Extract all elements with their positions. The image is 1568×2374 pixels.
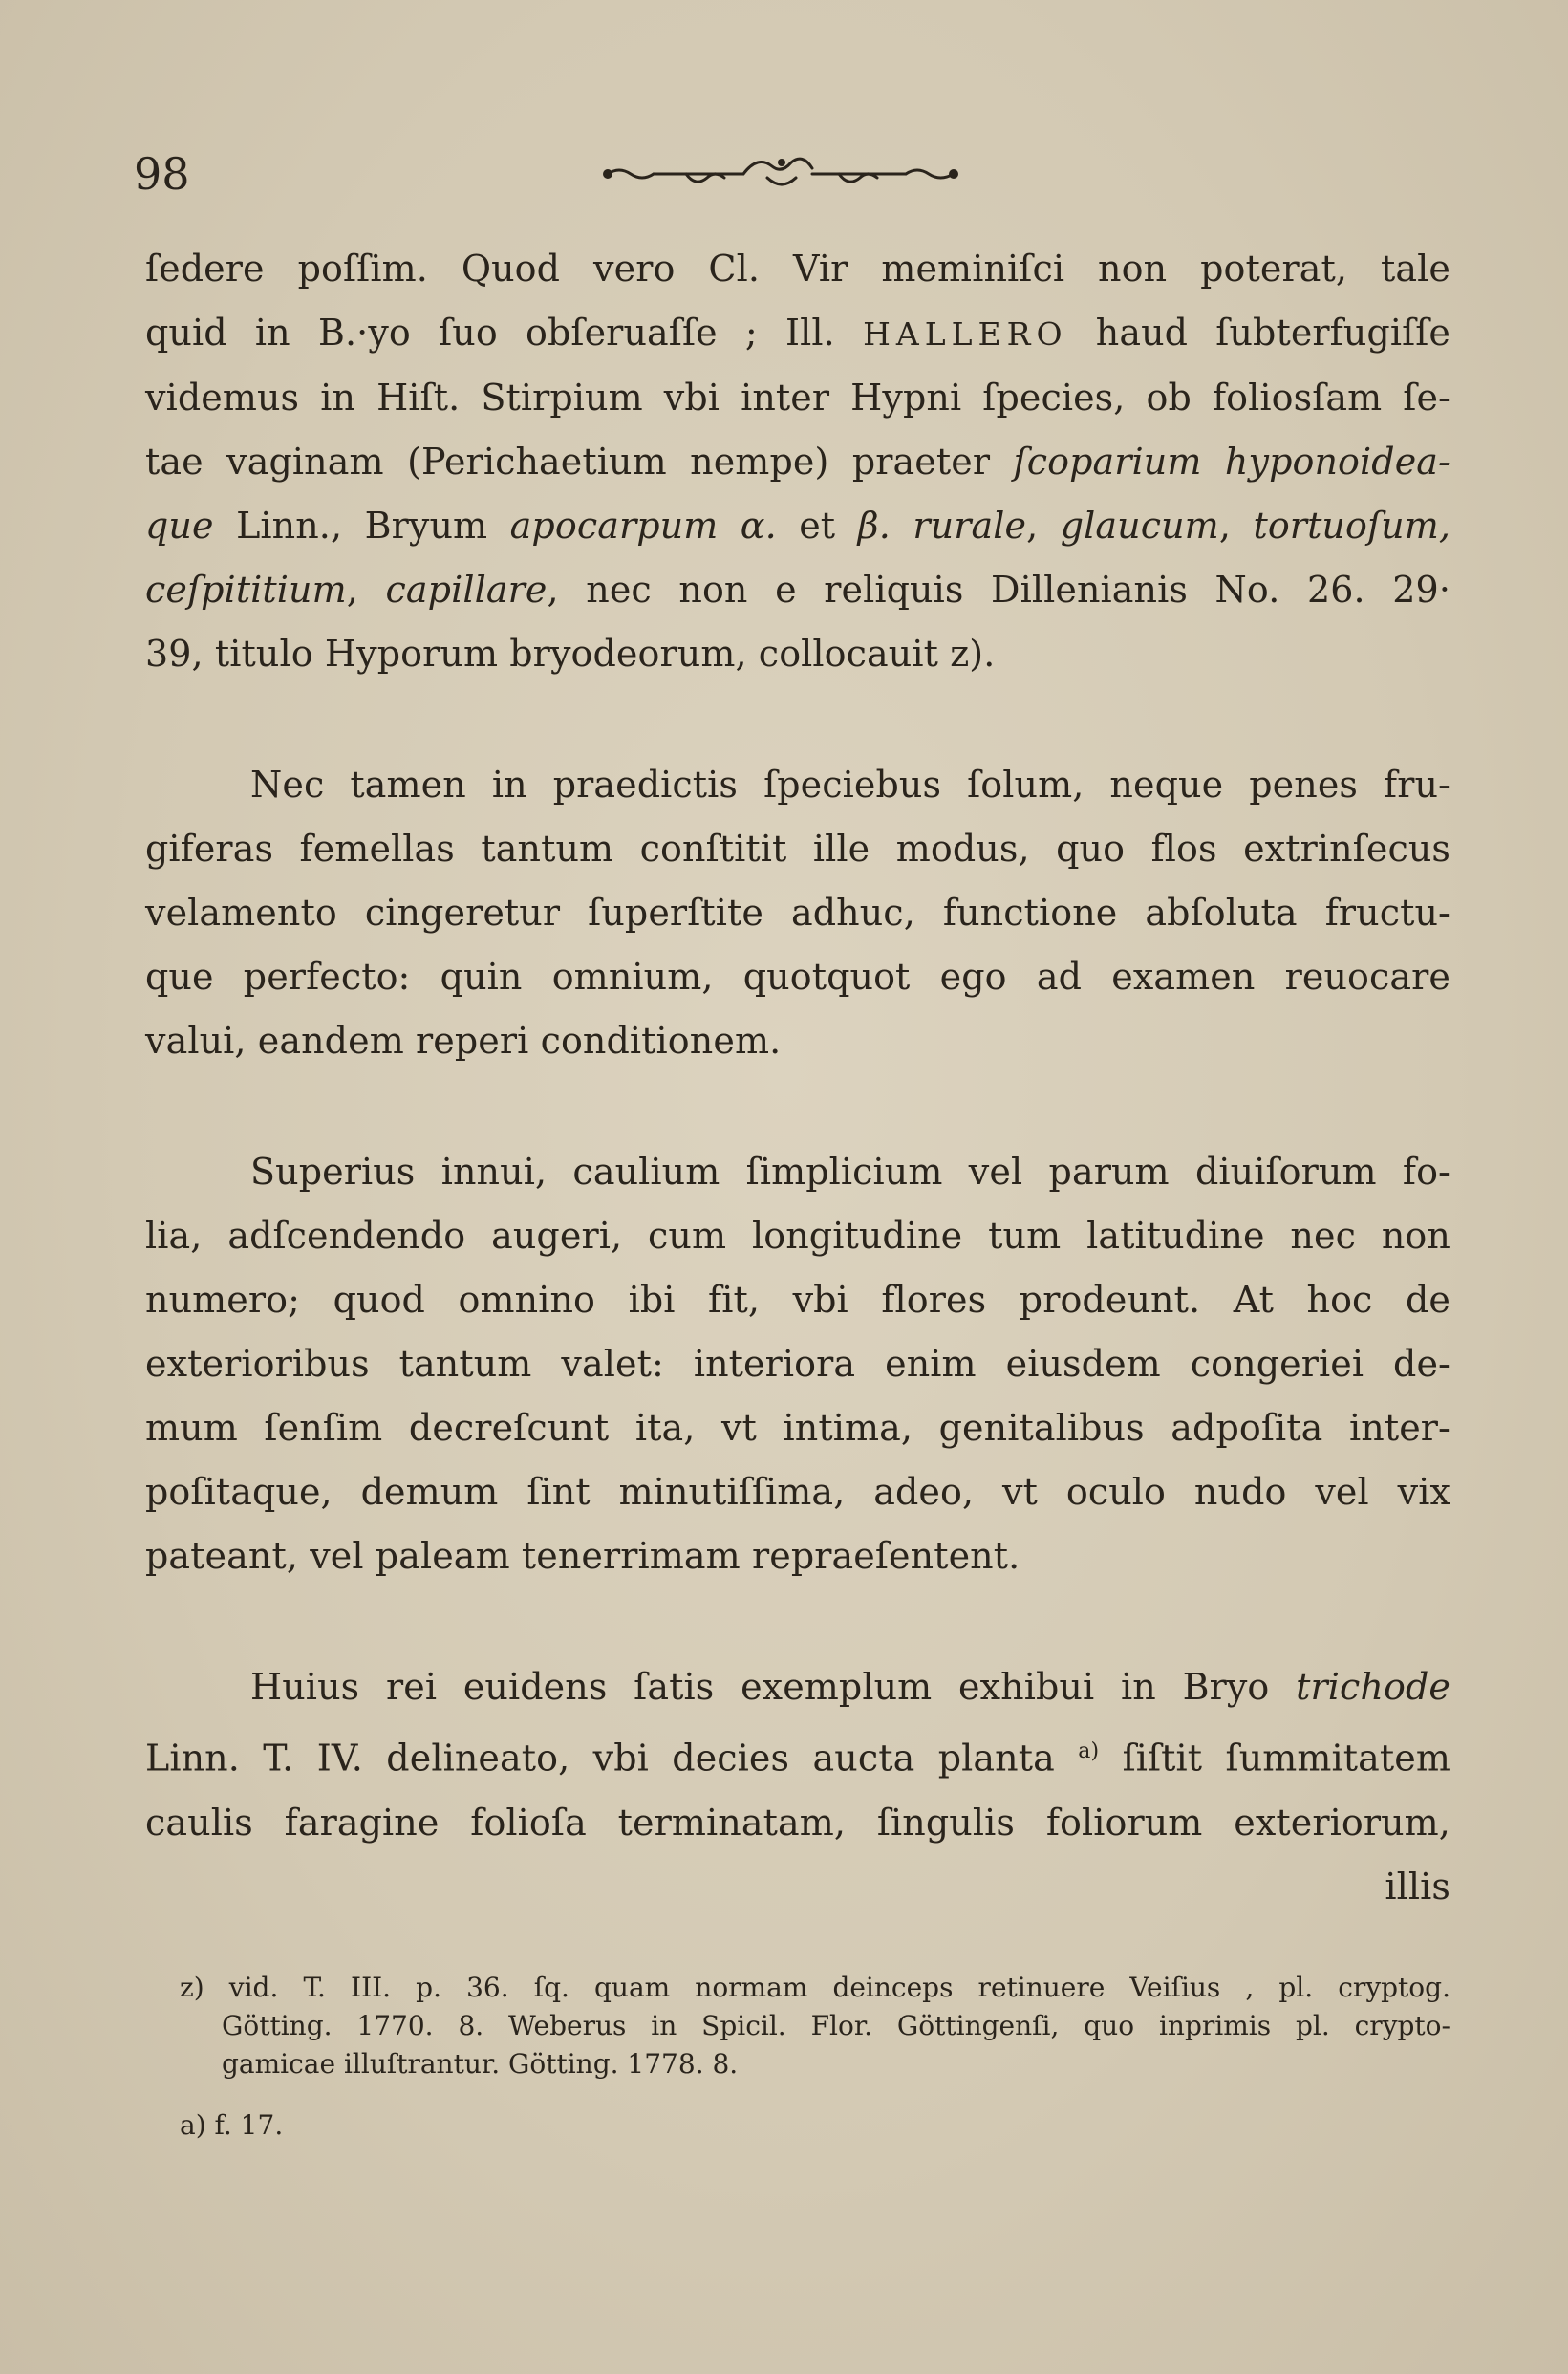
paragraph-2 — [145, 753, 1450, 1073]
text-line — [145, 430, 1450, 494]
text-line: videmus in Hiſt. Stirpium vbi inter Hypni ſpecies, ob foliosſam ſe- — [145, 377, 1450, 419]
text-line: pateant, vel paleam tenerrimam repraeſentent. — [145, 1535, 1020, 1577]
italic-species-name: capillare — [385, 569, 548, 611]
footnote-a — [180, 2106, 1450, 2145]
footnotes — [180, 1969, 1450, 2168]
text-segment: nec non e reliquis Dillenianis No. 26. 29· — [586, 569, 1450, 611]
text-line: Nec tamen in praedictis ſpeciebus ſolum, neque penes fru- — [250, 764, 1450, 806]
page-header — [134, 143, 1452, 210]
text-segment: haud ſubterfugiſſe — [1095, 312, 1451, 354]
paragraph-1 — [145, 237, 1450, 686]
text-segment: quid in B.·yo ſuo obſeruaſſe ; Ill. — [145, 312, 835, 354]
italic-species-name: ceſpititium — [145, 569, 347, 611]
text-line: que perfecto: quin omnium, quotquot ego ad examen reuocare — [145, 956, 1450, 998]
text-line: ceſpititium, capillare, nec non e reliquis Dillenianis No. 26. 29· — [145, 569, 1450, 611]
printer-ornament-icon — [600, 149, 963, 197]
paragraph-4 — [145, 1655, 1450, 1919]
catchword: illis — [1385, 1865, 1450, 1908]
text-line: velamento cingeretur ſuperſtite adhuc, functione abſoluta fructu- — [145, 892, 1450, 934]
text-segment: Linn., Bryum — [236, 505, 488, 547]
paragraph-gap — [145, 1073, 1450, 1140]
italic-species-name: β. rurale — [857, 505, 1027, 547]
text-line: Superius innui, caulium ſimplicium vel parum diuiſorum fo- — [250, 1151, 1450, 1193]
text-segment: et — [799, 505, 836, 547]
text-line — [145, 1655, 1450, 1719]
footnote-line: gamicae illuſtrantur. Götting. 1778. 8. — [222, 2048, 739, 2080]
paragraph-gap — [145, 1588, 1450, 1655]
text-segment: tae vaginam (Perichaetium nempe) praeter — [145, 441, 991, 483]
italic-species-name: apocarpum α. — [509, 505, 777, 547]
text-line: lia, adſcendendo augeri, cum longitudine tum latitudine nec non — [145, 1215, 1450, 1257]
page-number: 98 — [134, 148, 190, 200]
italic-species-name: tortuoſum, — [1253, 505, 1451, 547]
text-line — [145, 1719, 1450, 1791]
text-segment: Linn. T. IV. delineato, vbi decies aucta planta — [145, 1737, 1055, 1780]
footnote-z — [180, 1969, 1450, 2083]
text-line — [145, 622, 1450, 686]
text-line: exterioribus tantum valet: interiora enim eiusdem congeriei de- — [145, 1343, 1450, 1385]
text-line: poſitaque, demum ſint minutiſſima, adeo, vt oculo nudo vel vix — [145, 1471, 1450, 1513]
footnote-marker: a) — [1078, 1739, 1100, 1763]
italic-species-name: trichode — [1296, 1666, 1450, 1708]
footnote-line: z) vid. T. III. p. 36. ſq. quam normam deinceps retinuere Veiſius , pl. cryptog. — [180, 1972, 1450, 2003]
paragraph-gap — [145, 686, 1450, 753]
author-name-smallcaps: HALLERO — [863, 315, 1068, 353]
italic-species-name: glaucum — [1060, 505, 1219, 547]
italic-species-name: ſcoparium hyponoidea- — [1013, 441, 1450, 483]
text-line: valui, eandem reperi conditionem. — [145, 1020, 782, 1062]
text-line: caulis faragine folioſa terminatam, ſingulis foliorum exteriorum, — [145, 1801, 1450, 1844]
text-segment: Huius rei euidens ſatis exemplum exhibui in Bryo — [250, 1666, 1270, 1708]
text-line — [145, 301, 1450, 366]
text-segment: ſiſtit ſummitatem — [1122, 1737, 1450, 1780]
text-line: mum ſenſim decreſcunt ita, vt intima, genitalibus adpoſita inter- — [145, 1407, 1450, 1449]
text-line: giferas femellas tantum conſtitit ille modus, quo flos extrinſecus — [145, 828, 1450, 870]
footnote-line: a) f. 17. — [180, 2109, 284, 2141]
text-segment: 39, titulo Hyporum bryodeorum, collocauit — [145, 633, 938, 675]
body-text — [145, 237, 1450, 1919]
text-line: que Linn., Bryum apocarpum α. et β. rurale, glaucum, tortuoſum, — [145, 505, 1451, 547]
text-line: numero; quod omnino ibi fit, vbi flores prodeunt. At hoc de — [145, 1279, 1450, 1321]
italic-species-name: que — [145, 505, 214, 547]
paragraph-3 — [145, 1140, 1450, 1588]
text-line: ſedere poſſim. Quod vero Cl. Vir meminiſci non poterat, tale — [145, 248, 1450, 290]
footnote-line: Götting. 1770. 8. Weberus in Spicil. Flor. Göttingenſi, quo inprimis pl. crypto- — [222, 2010, 1450, 2041]
footnote-marker: z). — [950, 633, 996, 675]
